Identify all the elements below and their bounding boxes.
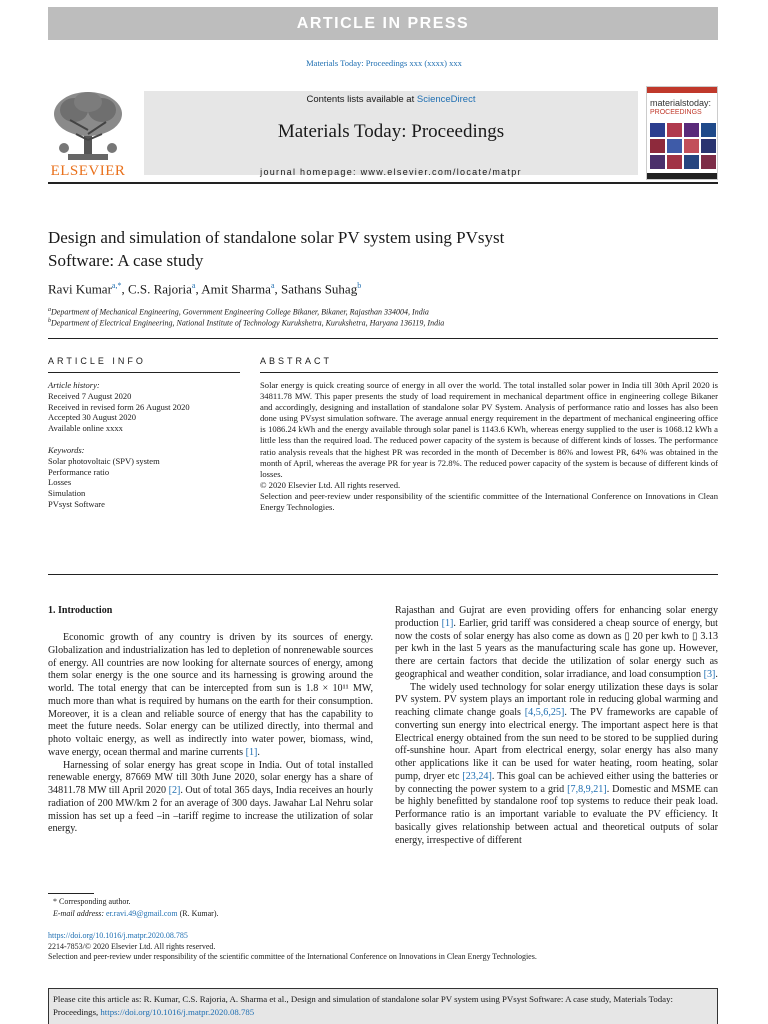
article-history-label: Article history: (48, 380, 100, 390)
author-name[interactable]: C.S. Rajoria (127, 281, 192, 297)
author-name[interactable]: Amit Sharma (201, 281, 271, 297)
paragraph-text: . Domestic and MSME can be highly benefitted by standalone roof top systems to reduce their peak load. Performance ratio is an important variable to evaluate the PV efficiency. It basically gives relationship between actual and theoretical outputs of solar energy, irrespective of different (395, 783, 718, 846)
article-info-panel (48, 380, 248, 510)
journal-cover-thumbnail[interactable] (646, 86, 718, 180)
paragraph-text: . Out of total 365 days, India receives an hourly radiation of 200 MW/km 2 for an average of 300 days. Jawahar Lal Nehru solar mission has set up a feed –in –tariff regime to increase the utilization of solar energy. (48, 785, 373, 835)
citation-link[interactable]: [2] (168, 785, 181, 796)
paragraph-text: The widely used technology for solar energy utilization these days is solar PV system. PV system plays an important role in reducing global warming and reaching climate change goals (395, 681, 718, 718)
footnote-rule (48, 893, 94, 894)
abstract-body (260, 380, 718, 513)
citation-link[interactable]: [3] (703, 668, 716, 680)
keyword-item: Simulation (48, 488, 86, 499)
article-title-line-2: Software: A case study (48, 251, 204, 270)
author-list (48, 281, 361, 297)
body-column-right (395, 605, 718, 847)
contents-lists-line (144, 94, 638, 105)
paragraph-text: Economic growth of any country is driven by its sources of energy. Globalization and industrialization has led to depletion of nonrenewable sources of energy. All countries are now looking for alternate sources of energy, among them solar energy is the one source and its harnessing is growing around the world. The total energy that can be intercepted from sun is 1.8 × 10¹¹ MW, much more than what is required by humans on the earth for their consumption. Moreover, it is a clean and reliable source of energy that has the capability to meet the future needs. Solar energy can be utilized directly, into thermal and photo voltaic energy, as well as indirectly into water power, biomass, wind, wave energy, ocean thermal and marine currents (48, 632, 373, 758)
affiliation-b: $^b$Department of Electrical Engineering, National Institute of Technology Kurukshetra, Kurukshetra, Haryana 136119, India (48, 318, 445, 328)
author-name[interactable]: Ravi Kumar (48, 281, 112, 297)
article-title-line-1: Design and simulation of standalone solar PV system using PVsyst (48, 228, 505, 247)
paragraph-text: Rajasthan and Gujrat are even providing offers for enhancing solar energy production (395, 605, 718, 629)
cover-subtitle: PROCEEDINGS (650, 109, 702, 116)
paragraph (48, 760, 373, 837)
issn-line: 2214-7853/© 2020 Elsevier Ltd. All rights reserved. (48, 941, 216, 951)
keyword-item: PVsyst Software (48, 498, 105, 509)
citation-doi-link[interactable]: https://doi.org/10.1016/j.matpr.2020.08.785 (100, 1007, 255, 1017)
affiliation-a: $^a$Department of Mechanical Engineering, Government Engineering College Bikaner, Bikaner, Rajasthan 334004, India (48, 307, 429, 317)
cover-title: materialstoday: (650, 98, 712, 108)
abstract-copyright: © 2020 Elsevier Ltd. All rights reserved. (260, 479, 401, 490)
author-separator: , (274, 281, 281, 297)
paragraph: Rajasthan and Gujrat are even providing offers for enhancing solar energy production [1]. Earlier, grid tariff was considered a cheap source of energy, but now the costs of solar energy has also come as down as ▯ 20 per kwh to ▯ 3.13 per kwh in the last 5 years as the manufacturing scale has gone up. However, there are certain factors that decide the utilization of solar energy such as geographical and weather condition, solar irradiance, and load consumption [3]. (395, 605, 718, 680)
paragraph-text: . This goal can be achieved either using the batteries or by connecting the power system to a grid (395, 770, 719, 795)
article-in-press-banner: ARTICLE IN PRESS (48, 7, 718, 40)
keyword-item: Solar photovoltaic (SPV) system (48, 455, 160, 466)
author-separator: , (195, 281, 202, 297)
journal-reference-link[interactable]: Materials Today: Proceedings xxx (xxxx) xxx (306, 58, 462, 68)
history-entry: Accepted 30 August 2020 (48, 412, 137, 423)
journal-banner-box (144, 91, 638, 175)
citation-link[interactable]: [23,24] (462, 770, 492, 782)
abstract-peer-review: Selection and peer-review under responsibility of the scientific committee of the International Conference on Innovations in Clean Energy Technologies. (260, 490, 718, 513)
sciencedirect-link[interactable]: ScienceDirect (416, 94, 476, 105)
citation-box (48, 988, 718, 1024)
contents-prefix: Contents lists available at (306, 94, 417, 105)
abstract-rule (260, 372, 718, 373)
author-affiliation-mark[interactable]: a (191, 281, 196, 290)
email-suffix: (R. Kumar). (177, 909, 219, 918)
header-divider (48, 182, 718, 184)
paragraph: Economic growth of any country is driven by its sources of energy. Globalization and industrialization has led to depletion of nonrenewable sources of energy. All countries are now looking for alternate sources of energy, among them solar energy is the one source and its harnessing is growing around the world. The total energy that can be intercepted from sun is 1.8 × 10¹¹ MW, much more than what is required by humans on the earth for their consumption. Moreover, it is a clean and reliable source of energy that has the capability to meet the future needs. Solar energy can be utilized directly, into thermal and photo voltaic energy, as well as indirectly into water power, biomass, wind, wave energy, ocean thermal and marine currents [1]. (48, 632, 373, 758)
article-info-heading: ARTICLE INFO (48, 356, 146, 366)
footnote (53, 896, 219, 920)
citation-text: Please cite this article as: R. Kumar, C.S. Rajoria, A. Sharma et al., Design and simulation of standalone solar PV system using PVsyst Software: A case study, Materials Today: Proceedings, (53, 994, 673, 1017)
keyword-item: Losses (48, 477, 72, 488)
abstract-text: Solar energy is quick creating source of energy in all over the world. The total installed solar power in India till 30th April 2020 is 34811.78 MW. This paper presents the study of load requirement in mechanical department office in engineering college Bikaner and accordingly, designing and installation of standalone solar PV System. Analysis of performance ratio and losses has also been done using PVsyst simulation software. The average annual energy requirement in the department of mechanical engineering office is 1086.24 kWh and the energy available through solar panel is 1143.6 KWh, whereas energy supplied to the user is 1068.12 kWh a little less than the required load. The reduced power capacity of the system is because of different kinds of losses. The performance ratio analysis reveals that the highest PR was recorded in the month of December is 86% and lowest PR, 64% was obtained in the month of April, whereas the average PR for year is 72.8%. The reduced power capacity of the system is because of different kinds of losses. (260, 380, 718, 479)
affiliation-b-text: Department of Electrical Engineering, National Institute of Technology Kurukshetra, Kurukshetra, Haryana 136119, India (51, 318, 445, 328)
front-matter-divider (48, 338, 718, 339)
author-affiliation-mark[interactable]: b (357, 281, 362, 290)
corresponding-author-note: * Corresponding author. (53, 897, 131, 906)
author-affiliation-mark[interactable]: a (270, 281, 275, 290)
citation-link[interactable]: [4,5,6,25] (524, 707, 565, 718)
paragraph (395, 682, 718, 848)
author-name[interactable]: Sathans Suhag (281, 281, 358, 297)
body-column-left (48, 632, 373, 836)
journal-header (48, 86, 718, 180)
doi-link[interactable]: https://doi.org/10.1016/j.matpr.2020.08.785 (48, 931, 188, 940)
article-title (48, 226, 688, 272)
keywords-label: Keywords: (48, 444, 85, 455)
affiliation-a-text: Department of Mechanical Engineering, Government Engineering College Bikaner, Bikaner, Rajasthan 334004, India (51, 307, 429, 317)
elsevier-tree-icon (48, 90, 128, 162)
author-affiliation-mark[interactable]: a,* (111, 281, 122, 290)
abstract-heading: ABSTRACT (260, 356, 333, 366)
history-entry: Available online xxxx (48, 423, 123, 434)
email-link[interactable]: er.ravi.49@gmail.com (106, 909, 178, 918)
article-info-rule (48, 372, 240, 373)
citation-link[interactable]: [1] (245, 746, 258, 758)
elsevier-logo[interactable] (48, 90, 128, 180)
journal-homepage[interactable]: journal homepage: www.elsevier.com/locate/matpr (260, 167, 522, 177)
journal-title: Materials Today: Proceedings (277, 121, 505, 142)
citation-link[interactable]: [7,8,9,21] (567, 783, 607, 795)
section-heading-introduction: 1. Introduction (48, 605, 113, 616)
abstract-divider (48, 574, 718, 575)
paragraph-text: . The PV frameworks are capable of converting sun energy into electrical energy. The important aspect here is that Electrical energy obtained from the sun need to be stored to be supplied during off-sunshine hour. Apart from electrical energy, solar energy has also many other applications like it can be used for water heating, room heating, solar pump, dryer etc (395, 707, 719, 782)
paragraph-text: . Earlier, grid tariff was considered a cheap source of energy, but now the costs of solar energy has also come as down as ▯ 20 per kwh to ▯ 3.13 per kwh in the last 5 years as the manufacturing scale has gone up. However, there are certain factors that decide the utilization of solar energy such as geographical and weather condition, solar irradiance, and load consumption (395, 617, 718, 680)
paragraph-text: Harnessing of solar energy has great scope in India. Out of total installed renewable energy, 87669 MW till 30th June 2020, solar energy has a share of 34811.78 MW till April 2020 (48, 759, 373, 796)
history-entry: Received in revised form 26 August 2020 (48, 401, 190, 412)
author-separator: , (121, 281, 128, 297)
doi-peer-review: Selection and peer-review under responsibility of the scientific committee of the International Conference on Innovations in Clean Energy Technologies. (48, 952, 537, 961)
history-entry: Received 7 August 2020 (48, 390, 132, 401)
citation-link[interactable]: [1] (441, 617, 454, 629)
elsevier-wordmark: ELSEVIER (50, 163, 126, 179)
keyword-item: Performance ratio (48, 466, 110, 477)
email-label: E-mail address: (53, 909, 107, 918)
doi-block (48, 931, 537, 963)
